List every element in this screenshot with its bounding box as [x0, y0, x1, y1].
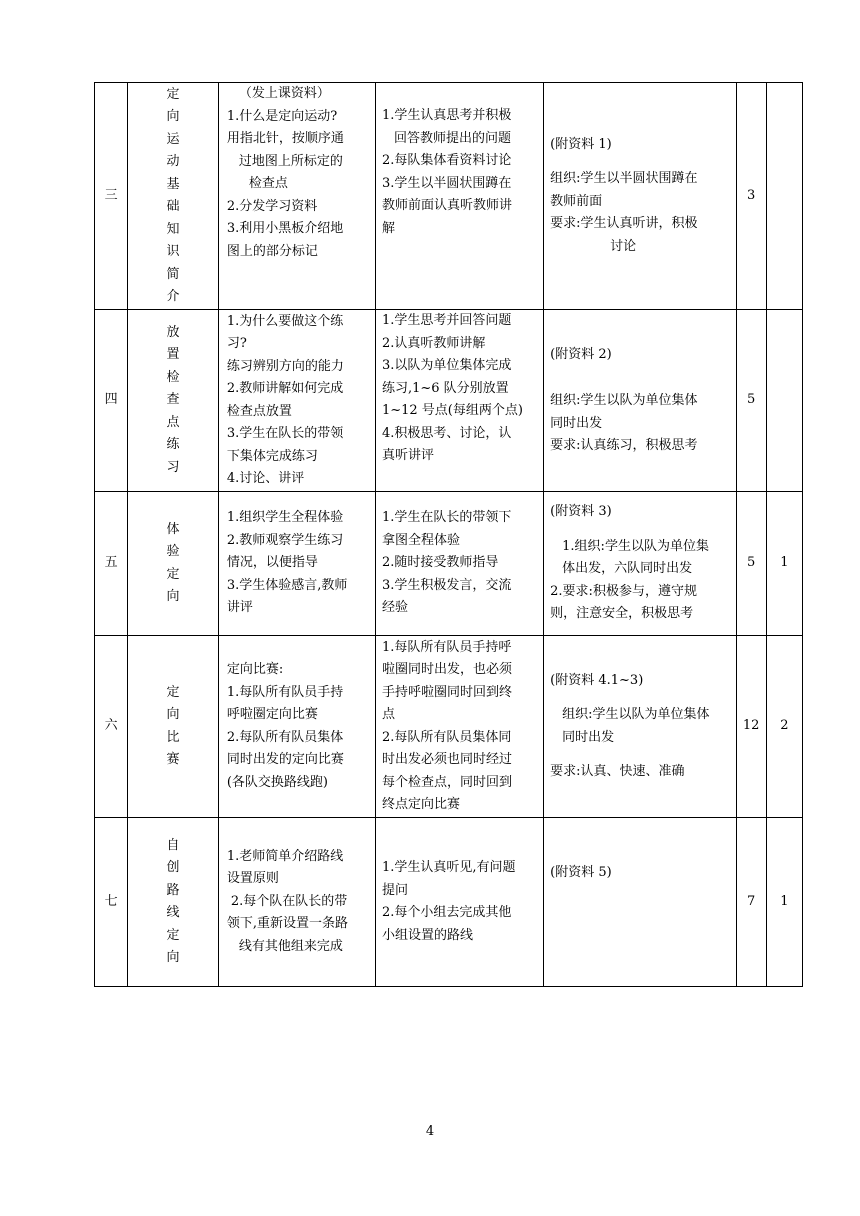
step-topic: 体验定向	[128, 492, 219, 636]
repetitions: 1	[766, 818, 802, 987]
table-row	[95, 492, 803, 636]
step-number: 三	[95, 83, 128, 310]
teaching-content: （发上课资料） 1.什么是定向运动? 用指北针，按顺序通 过地图上所标定的 检查点 2.分发学习资料 3.利用小黑板介绍地 图上的部分标记	[218, 83, 375, 310]
table-row	[95, 310, 803, 492]
teaching-content: 1.为什么要做这个练 习? 练习辨别方向的能力 2.教师讲解如何完成 检查点放置 3.学生在队长的带领 下集体完成练习 4.讨论、讲评	[218, 310, 375, 492]
time-minutes: 3	[736, 83, 766, 310]
student-activity: 1.学生认真思考并积极 回答教师提出的问题 2.每队集体看资料讨论 3.学生以半圆状围蹲在 教师前面认真听教师讲 解	[375, 83, 543, 310]
step-topic: 自创路线定向	[128, 818, 219, 987]
step-number: 六	[95, 636, 128, 818]
step-number: 五	[95, 492, 128, 636]
teaching-content: 1.老师简单介绍路线 设置原则 2.每个队在队长的带 领下,重新设置一条路 线有其他组来完成	[218, 818, 375, 987]
organization: (附资料 1) 组织:学生以半圆状围蹲在 教师前面 要求:学生认真听讲，积极 讨论	[544, 83, 736, 310]
organization: (附资料 3) 1.组织:学生以队为单位集 体出发，六队同时出发 2.要求:积极参与，遵守规 则，注意安全，积极思考	[544, 492, 736, 636]
student-activity: 1.学生思考并回答问题 2.认真听教师讲解 3.以队为单位集体完成 练习,1~6 队分别放置 1~12 号点(每组两个点) 4.积极思考、讨论，认 真听讲评	[375, 310, 543, 492]
repetitions: 1	[766, 492, 802, 636]
table-row	[95, 818, 803, 987]
time-minutes: 5	[736, 492, 766, 636]
time-minutes: 5	[736, 310, 766, 492]
step-number: 四	[95, 310, 128, 492]
lesson-plan-table	[94, 82, 803, 987]
student-activity: 1.学生在队长的带领下 拿图全程体验 2.随时接受教师指导 3.学生积极发言，交流 经验	[375, 492, 543, 636]
table-row	[95, 636, 803, 818]
repetitions: 2	[766, 636, 802, 818]
time-minutes: 7	[736, 818, 766, 987]
teaching-content: 1.组织学生全程体验 2.教师观察学生练习 情况，以便指导 3.学生体验感言,教师 讲评	[218, 492, 375, 636]
step-topic: 定向运动基础知识简介	[128, 83, 219, 310]
time-minutes: 12	[736, 636, 766, 818]
organization: (附资料 2) 组织:学生以队为单位集体 同时出发 要求:认真练习，积极思考	[544, 310, 736, 492]
table-row	[95, 83, 803, 310]
student-activity: 1.每队所有队员手持呼 啦圈同时出发，也必须 手持呼啦圈同时回到终 点 2.每队所有队员集体同 时出发必须也同时经过 每个检查点，同时回到 终点定向比赛	[375, 636, 543, 818]
organization: (附资料 5)	[544, 818, 736, 987]
organization: (附资料 4.1~3) 组织:学生以队为单位集体 同时出发 要求:认真、快速、准确	[544, 636, 736, 818]
student-activity: 1.学生认真听见,有问题 提问 2.每个小组去完成其他 小组设置的路线	[375, 818, 543, 987]
teaching-content: 定向比赛: 1.每队所有队员手持 呼啦圈定向比赛 2.每队所有队员集体 同时出发的定向比赛 (各队交换路线跑)	[218, 636, 375, 818]
step-number: 七	[95, 818, 128, 987]
step-topic: 放置检查点练习	[128, 310, 219, 492]
page-number: 4	[425, 1124, 435, 1139]
repetitions	[766, 310, 802, 492]
repetitions	[766, 83, 802, 310]
step-topic: 定向比赛	[128, 636, 219, 818]
